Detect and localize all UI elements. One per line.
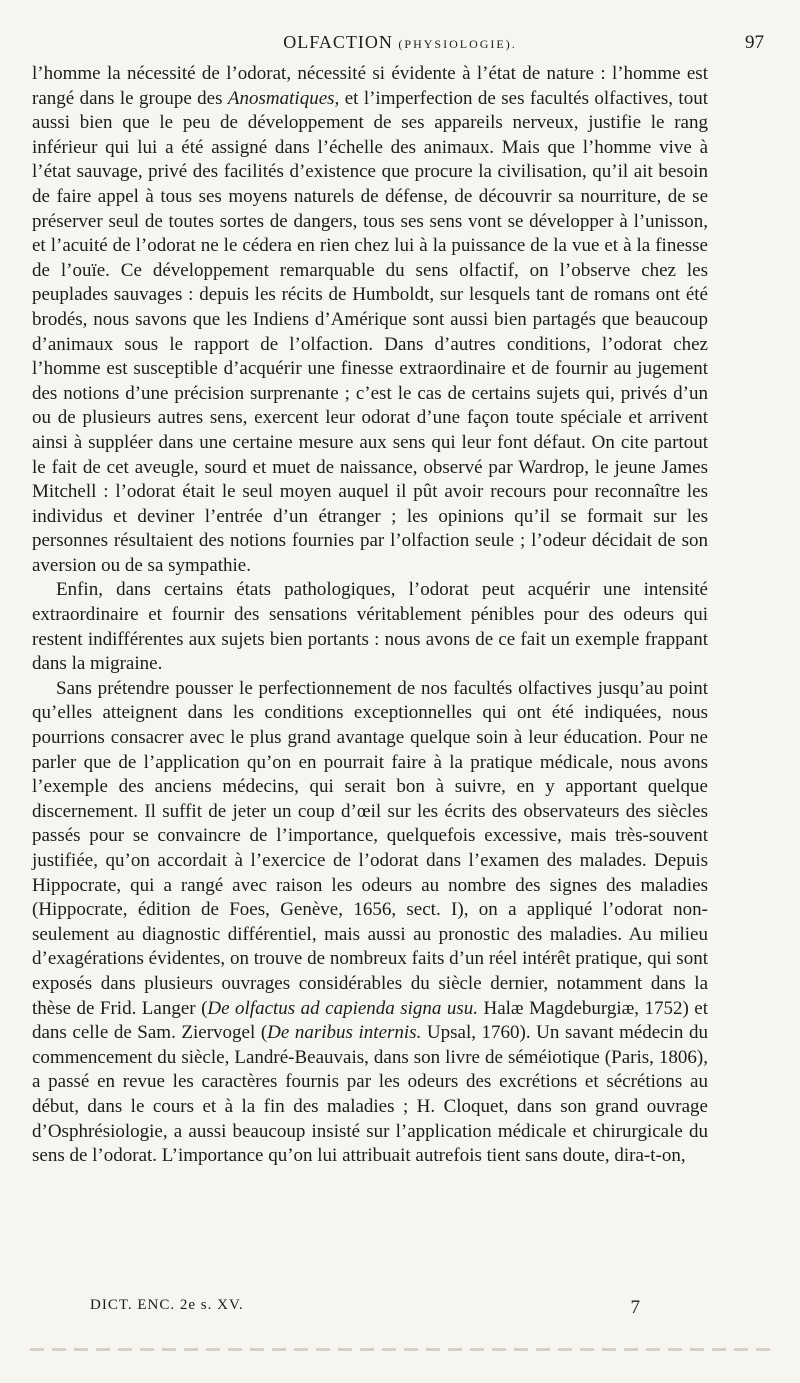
running-title xyxy=(30,32,770,53)
paragraph: Sans prétendre pousser le perfectionnement de nos facultés olfactives jusqu’au point qu’elles atteignent dans les conditions exceptionnelles qui ont été indiquées, nous pourrions consacrer avec le plus grand avantage quelque soin à leur éducation. Pour ne parler que de l’application qu’on en pourrait faire à la pratique médicale, nous avons l’exemple des anciens médecins, qui serait bon à suivre, en y apportant quelque discernement. Il suffit de jeter un coup d’œil sur les écrits des observateurs des siècles passés pour se convaincre de l’importance, quelquefois excessive, mais très-souvent justifiée, qu’on accordait à l’exercice de l’odorat dans l’examen des malades. Depuis Hippocrate, qui a rangé avec raison les odeurs au nombre des signes des maladies (Hippocrate, édition de Foes, Genève, 1656, sect. I), on a appliqué l’odorat non-seulement au diagnostic différentiel, mais aussi au pronostic des maladies. Au milieu d’exagérations évidentes, on trouve de nombreux faits d’un réel intérêt pratique, qui sont exposés dans plusieurs ouvrages considérables du siècle dernier, notamment dans la thèse de Frid. Langer (De olfactus ad capienda signa usu. Halæ Magdeburgiæ, 1752) et dans celle de Sam. Ziervogel (De naribus internis. Upsal, 1760). Un savant médecin du commencement du siècle, Landré-Beauvais, dans son livre de séméiotique (Paris, 1806), a passé en revue les caractères fournis par les odeurs des excrétions et sécrétions au début, dans le cours et à la fin des maladies ; H. Cloquet, dans son grand ouvrage d’Osphrésiologie, a aussi beaucoup insisté sur l’application médicale et chirurgicale du sens de l’odorat. L’importance qu’on lui attribuait autrefois tient sans doute, dira-t-on, xyxy=(32,677,708,1167)
body-text xyxy=(32,62,708,1169)
signature-number: 7 xyxy=(630,1297,640,1318)
italic-title: De naribus internis. xyxy=(267,1022,422,1044)
running-title-subtitle: (PHYSIOLOGIE). xyxy=(398,37,517,51)
signature-mark: DICT. ENC. 2e s. XV. xyxy=(90,1297,244,1313)
bleed-through-line xyxy=(30,1348,770,1351)
page-number: 97 xyxy=(745,32,764,53)
paragraph: l’homme la nécessité de l’odorat, nécessité si évidente à l’état de nature : l’homme est rangé dans le groupe des Anosmatiques, et l’imperfection de ses facultés olfactives, tout aussi bien que le peu de développement de ses appareils nerveux, justifie le rang inférieur qui lui a été assigné dans l’échelle des animaux. Mais que l’homme vive à l’état sauvage, privé des facilités d’existence que procure la civilisation, qu’il ait besoin de faire appel à tous ses moyens naturels de défense, de découvrir sa nourriture, de se préserver seul de toutes sortes de dangers, tous ses sens vont se développer à l’unisson, et l’acuité de l’odorat ne le cédera en rien chez lui à la puissance de la vue et à la finesse de l’ouïe. Ce développement remarquable du sens olfactif, on l’observe chez les peuplades sauvages : depuis les récits de Humboldt, sur lesquels tant de romans ont été brodés, nous savons que les Indiens d’Amérique sont aussi bien partagés que beaucoup d’animaux sous le rapport de l’olfaction. Dans d’autres conditions, l’odorat chez l’homme est susceptible d’acquérir une finesse extraordinaire et de fournir au jugement des notions d’une précision surprenante ; c’est le cas de certains sujets qui, privés d’un ou de plusieurs autres sens, exercent leur odorat d’une façon toute spéciale et arrivent ainsi à suppléer dans une certaine mesure aux sens qui leur font défaut. On cite partout le fait de cet aveugle, sourd et muet de naissance, observé par Wardrop, le jeune James Mitchell : l’odorat était le seul moyen auquel il pût avoir recours pour reconnaître les individus et deviner l’entrée d’un étranger ; les opinions qu’il se formait sur les personnes résultaient des notions fournies par l’olfaction seule ; l’odeur décidait de son aversion ou de sa sympathie. xyxy=(32,63,708,576)
paragraph: Enfin, dans certains états pathologiques, l’odorat peut acquérir une intensité extraordinaire et fournir des sensations véritablement pénibles pour des odeurs qui restent indifférentes aux sujets bien portants : nous avons de ce fait un exemple frappant dans la migraine. xyxy=(32,579,708,675)
italic-title: De olfactus ad capienda signa usu. xyxy=(207,997,479,1019)
italic-title: Anosmatiques xyxy=(227,87,335,109)
running-head xyxy=(30,30,770,60)
signature-line xyxy=(90,1297,640,1323)
running-title-main: OLFACTION xyxy=(283,32,393,52)
